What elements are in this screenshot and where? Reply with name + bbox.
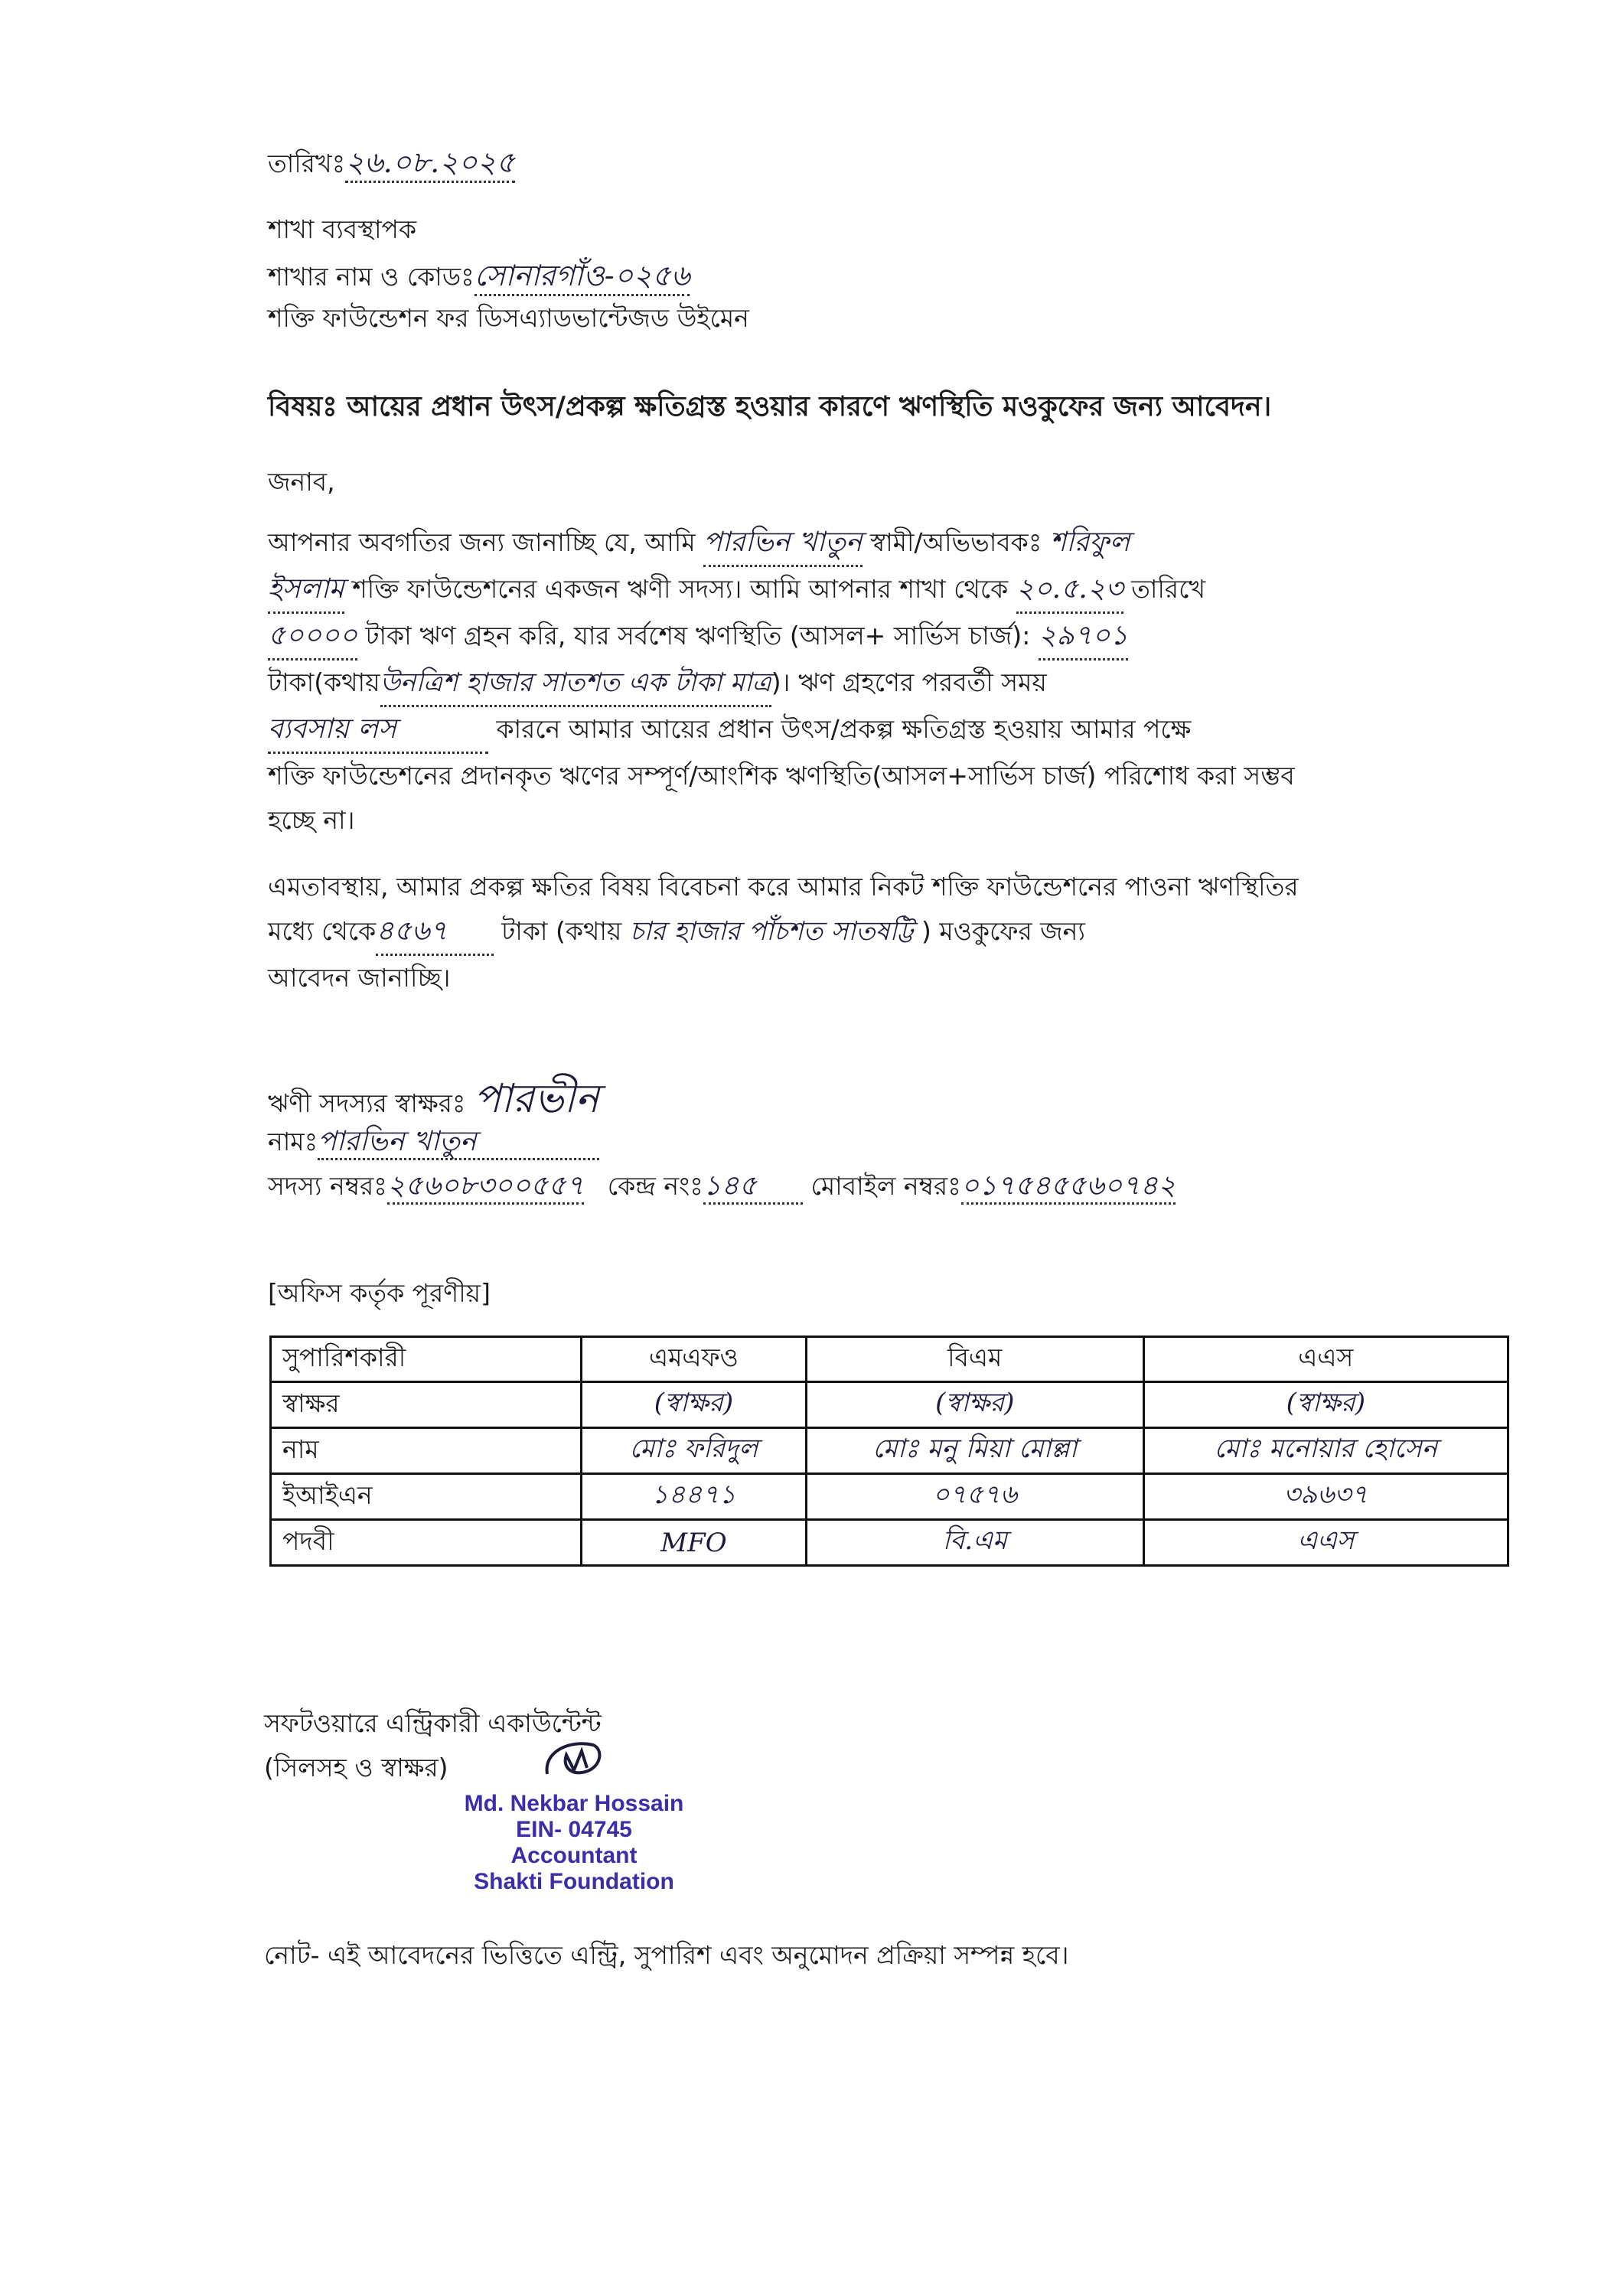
stamp-ein: EIN- 04745 bbox=[516, 1817, 632, 1842]
table-row bbox=[271, 1428, 1508, 1474]
mfo-ein: ১৪৪৭১ bbox=[582, 1474, 807, 1520]
mobile-number: ০১৭৫৪৫৫৬০৭৪২ bbox=[961, 1169, 1176, 1205]
subject-line: বিষয়ঃ আয়ের প্রধান উৎস/প্রকল্প ক্ষতিগ্রস্ত হওয়ার কারণে ঋণস্থিতি মওকুফের জন্য আবেদন। bbox=[268, 391, 1272, 422]
guardian-name: শরিফুল bbox=[1049, 527, 1130, 558]
mfo-signature: (স্বাক্ষর) bbox=[582, 1382, 807, 1428]
paragraph-1 bbox=[268, 520, 1511, 843]
member-line bbox=[268, 1169, 1176, 1205]
as-signature: (স্বাক্ষর) bbox=[1143, 1382, 1508, 1428]
accountant-seal-note: (সিলসহ ও স্বাক্ষর) bbox=[264, 1753, 448, 1782]
accountant-title: সফটওয়ারে এন্ট্রিকারী একাউন্টেন্ট bbox=[264, 1708, 602, 1738]
p1-line-3: ৫০০০০ টাকা ঋণ গ্রহন করি, যার সর্বশেষ ঋণস্থিতি (আসল+ সার্ভিস চার্জ): ২৯৭০১ bbox=[268, 614, 1511, 660]
waive-amount: ৪৫৬৭ bbox=[376, 909, 494, 956]
office-recommendation-table bbox=[269, 1336, 1509, 1567]
waive-in-words: চার হাজার পাঁচশত সাতষট্টি bbox=[629, 916, 914, 947]
office-section-title: [অফিস কর্তৃক পূরণীয়] bbox=[268, 1278, 491, 1308]
mobile-label: মোবাইল নম্বরঃ bbox=[810, 1171, 961, 1201]
p1-line-7: হচ্ছে না। bbox=[268, 805, 355, 835]
branch-line bbox=[268, 259, 690, 296]
member-label: সদস্য নম্বরঃ bbox=[268, 1171, 387, 1201]
table-row bbox=[271, 1382, 1508, 1428]
stamp-name: Md. Nekbar Hossain bbox=[464, 1791, 684, 1816]
bm-signature: (স্বাক্ষর) bbox=[806, 1382, 1143, 1428]
borrower-name-field: পারভিন খাতুন bbox=[318, 1125, 598, 1160]
damage-reason: ব্যবসায় লস bbox=[268, 707, 488, 754]
p2-line-2: মধ্যে থেকে৪৫৬৭ টাকা (কথায় চার হাজার পাঁচশত সাতষট্টি ) মওকুফের জন্য bbox=[268, 909, 1511, 956]
member-number: ২৫৬০৮৩০০৫৫৭ bbox=[387, 1169, 584, 1205]
p1-line-2: ইসলাম শক্তি ফাউন্ডেশনের একজন ঋণী সদস্য। আমি আপনার শাখা থেকে ২০.৫.২৩ তারিখে bbox=[268, 567, 1511, 614]
row-label-ein: ইআইএন bbox=[271, 1474, 582, 1520]
p1-line-5: ব্যবসায় লস কারনে আমার আয়ের প্রধান উৎস/প্রকল্প ক্ষতিগ্রস্ত হওয়ায় আমার পক্ষে bbox=[268, 707, 1511, 754]
bm-designation: বি.এম bbox=[806, 1520, 1143, 1566]
name-line bbox=[268, 1125, 599, 1160]
accountant-signature-icon bbox=[540, 1736, 608, 1782]
date-line bbox=[268, 145, 515, 183]
accountant-stamp bbox=[429, 1791, 719, 1895]
row-label-designation: পদবী bbox=[271, 1520, 582, 1566]
header-bm: বিএম bbox=[806, 1337, 1143, 1382]
name-label: নামঃ bbox=[268, 1127, 318, 1156]
branch-value: সোনারগাঁও-০২৫৬ bbox=[474, 259, 690, 296]
as-name: মোঃ মনোয়ার হোসেন bbox=[1143, 1428, 1508, 1474]
header-mfo: এমএফও bbox=[582, 1337, 807, 1382]
organization-line: শক্তি ফাউন্ডেশন ফর ডিসএ্যাডভান্টেজড উইমেন bbox=[268, 303, 749, 333]
date-value: ২৬.০৮.২০২৫ bbox=[345, 145, 515, 183]
loan-date: ২০.৫.২৩ bbox=[1016, 567, 1123, 614]
bm-name: মোঃ মনু মিয়া মোল্লা bbox=[806, 1428, 1143, 1474]
header-recommender: সুপারিশকারী bbox=[271, 1337, 582, 1382]
center-label: কেন্দ্র নংঃ bbox=[607, 1171, 703, 1201]
stamp-org: Shakti Foundation bbox=[474, 1869, 674, 1894]
p2-line-3: আবেদন জানাচ্ছি। bbox=[268, 963, 451, 993]
balance-in-words: উনত্রিশ হাজার সাতশত এক টাকা মাত্র bbox=[380, 660, 771, 707]
loan-balance: ২৯৭০১ bbox=[1039, 614, 1128, 660]
stamp-title: Accountant bbox=[510, 1843, 638, 1868]
recipient-line: শাখা ব্যবস্থাপক bbox=[268, 214, 417, 244]
signature-label: ঋণী সদস্যর স্বাক্ষরঃ bbox=[268, 1088, 466, 1118]
date-label: তারিখঃ bbox=[268, 148, 346, 178]
center-number: ১৪৫ bbox=[703, 1169, 803, 1205]
loan-amount: ৫০০০০ bbox=[268, 614, 357, 660]
p1-line-4: টাকা(কথায়উনত্রিশ হাজার সাতশত এক টাকা মাত্র)। ঋণ গ্রহণের পরবর্তী সময় bbox=[268, 660, 1511, 707]
table-row bbox=[271, 1520, 1508, 1566]
p2-line-1: এমতাবস্থায়, আমার প্রকল্প ক্ষতির বিষয় বিবেচনা করে আমার নিকট শক্তি ফাউন্ডেশনের পাওনা ঋণস্থিতির bbox=[268, 872, 1299, 902]
p1-line-6: শক্তি ফাউন্ডেশনের প্রদানকৃত ঋণের সম্পূর্ণ/আংশিক ঋণস্থিতি(আসল+সার্ভিস চার্জ) পরিশোধ করা সম্ভব bbox=[268, 761, 1295, 791]
mfo-designation: MFO bbox=[582, 1520, 807, 1566]
paragraph-2 bbox=[268, 865, 1511, 1000]
signature-line bbox=[268, 1075, 599, 1123]
branch-label: শাখার নাম ও কোডঃ bbox=[268, 262, 474, 292]
as-ein: ৩৯৬৩৭ bbox=[1143, 1474, 1508, 1520]
mfo-name: মোঃ ফরিদুল bbox=[582, 1428, 807, 1474]
header-as: এএস bbox=[1143, 1337, 1508, 1382]
as-designation: এএস bbox=[1143, 1520, 1508, 1566]
guardian-name-cont: ইসলাম bbox=[268, 567, 344, 614]
table-header-row bbox=[271, 1337, 1508, 1382]
table-row bbox=[271, 1474, 1508, 1520]
footer-note: নোট- এই আবেদনের ভিত্তিতে এন্ট্রি, সুপারিশ এবং অনুমোদন প্রক্রিয়া সম্পন্ন হবে। bbox=[264, 1940, 1069, 1970]
bm-ein: ০৭৫৭৬ bbox=[806, 1474, 1143, 1520]
borrower-name: পারভিন খাতুন bbox=[703, 527, 863, 558]
p1-line-1: আপনার অবগতির জন্য জানাচ্ছি যে, আমি পারভিন খাতুন স্বামী/অভিভাবকঃ শরিফুল bbox=[268, 520, 1511, 567]
borrower-signature: পারভীন bbox=[473, 1076, 599, 1122]
row-label-name: নাম bbox=[271, 1428, 582, 1474]
salutation: জনাব, bbox=[268, 467, 335, 497]
row-label-signature: স্বাক্ষর bbox=[271, 1382, 582, 1428]
